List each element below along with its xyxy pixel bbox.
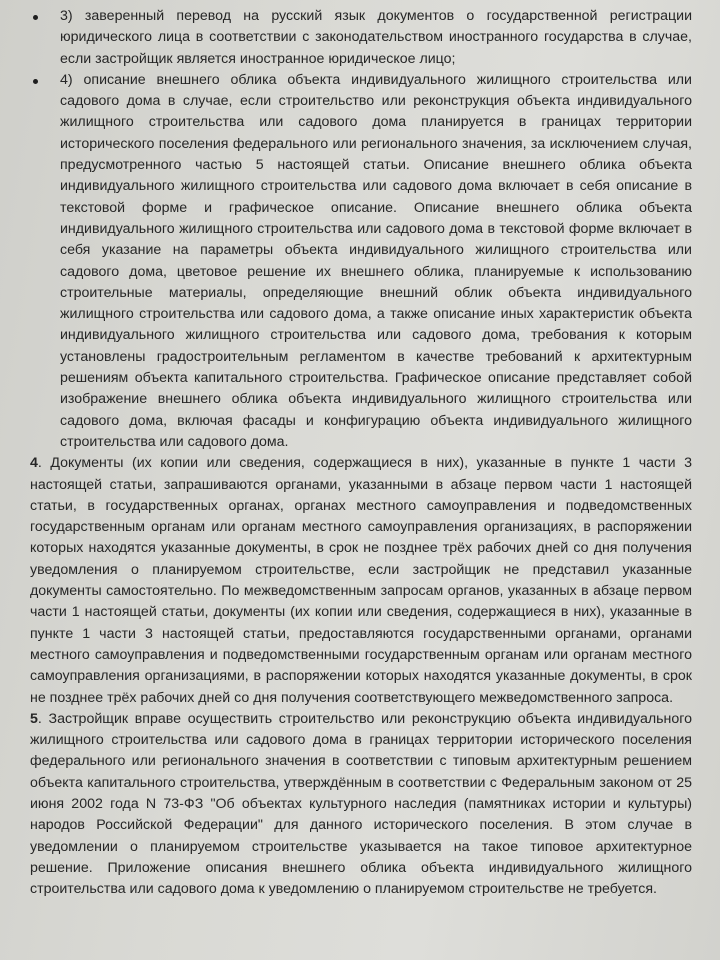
paragraph-4-text: . Документы (их копии или сведения, содержащиеся в них), указанные в пункте 1 части 3 настоящей статьи, запрашиваются органами, указанными в абзаце первом части 1 настоящей статьи, в государственных органах, органах местного самоуправления и подведомственных государственным органам или органам местного самоуправления организациях, в распоряжении которых находятся указанные документы, в срок не позднее трёх рабочих дней со дня получения уведомления о планируемом строительстве, если застройщик не представил указанные документы самостоятельно. По межведомственным запросам органов, указанных в абзаце первом части 1 настоящей статьи, документы (их копии или сведения, содержащиеся в них), указанные в пункте 1 части 3 настоящей статьи, предоставляются государственными органами, органами местного самоуправления и подведомственными государственным органам или органам местного самоуправления организациями, в распоряжении которых находятся указанные документы, в срок не позднее трёх рабочих дней со дня получения соответствующего межведомственного запроса. [30,455,692,706]
list-item-4 [30,70,692,453]
paragraph-5-number: 5 [30,710,38,727]
list-item-3 [30,6,692,70]
list-item-3-text: 3) заверенный перевод на русский язык документов о государственной регистрации юридического лица в соответствии с законодательством иностранного государства в случае, если застройщик является иностранное юридическое лицо; [60,8,692,67]
paragraph-5 [30,709,692,901]
list-item-4-text: 4) описание внешнего облика объекта индивидуального жилищного строительства или садового дома в случае, если строительство или реконструкция объекта индивидуального жилищного строительства или садового дома планируется в границах территории исторического поселения федерального или регионального значения, за исключением случая, предусмотренного частью 5 настоящей статьи. Описание внешнего облика объекта индивидуального жилищного строительства или садового дома включает в себя описание в текстовой форме и графическое описание. Описание внешнего облика объекта индивидуального жилищного строительства или садового дома в текстовой форме включает в себя указание на параметры объекта индивидуального жилищного строительства или садового дома, цветовое решение их внешнего облика, планируемые к использованию строительные материалы, определяющие внешний облик объекта индивидуального жилищного строительства или садового дома, а также описание иных характеристик объекта индивидуального жилищного строительства или садового дома, требования к которым установлены градостроительным регламентом в качестве требований к архитектурным решениям объекта капитального строительства. Графическое описание представляет собой изображение внешнего облика объекта индивидуального жилищного строительства или садового дома, включая фасады и конфигурацию объекта индивидуального жилищного строительства или садового дома. [60,71,692,450]
paragraph-5-text: . Застройщик вправе осуществить строительство или реконструкцию объекта индивидуального жилищного строительства или садового дома в границах территории исторического поселения федерального или регионального значения в соответствии с типовым архитектурным решением объекта капитального строительства, утверждённым в соответствии с Федеральным законом от 25 июня 2002 года N 73-ФЗ "Об объектах культурного наследия (памятниках истории и культуры) народов Российской Федерации" для данного исторического поселения. В этом случае в уведомлении о планируемом строительстве указывается на такое типовое архитектурное решение. Приложение описания внешнего облика объекта индивидуального жилищного строительства или садового дома к уведомлению о планируемом строительстве не требуется. [30,710,692,898]
paragraph-4-number: 4 [30,455,38,472]
paragraph-4 [30,453,692,709]
